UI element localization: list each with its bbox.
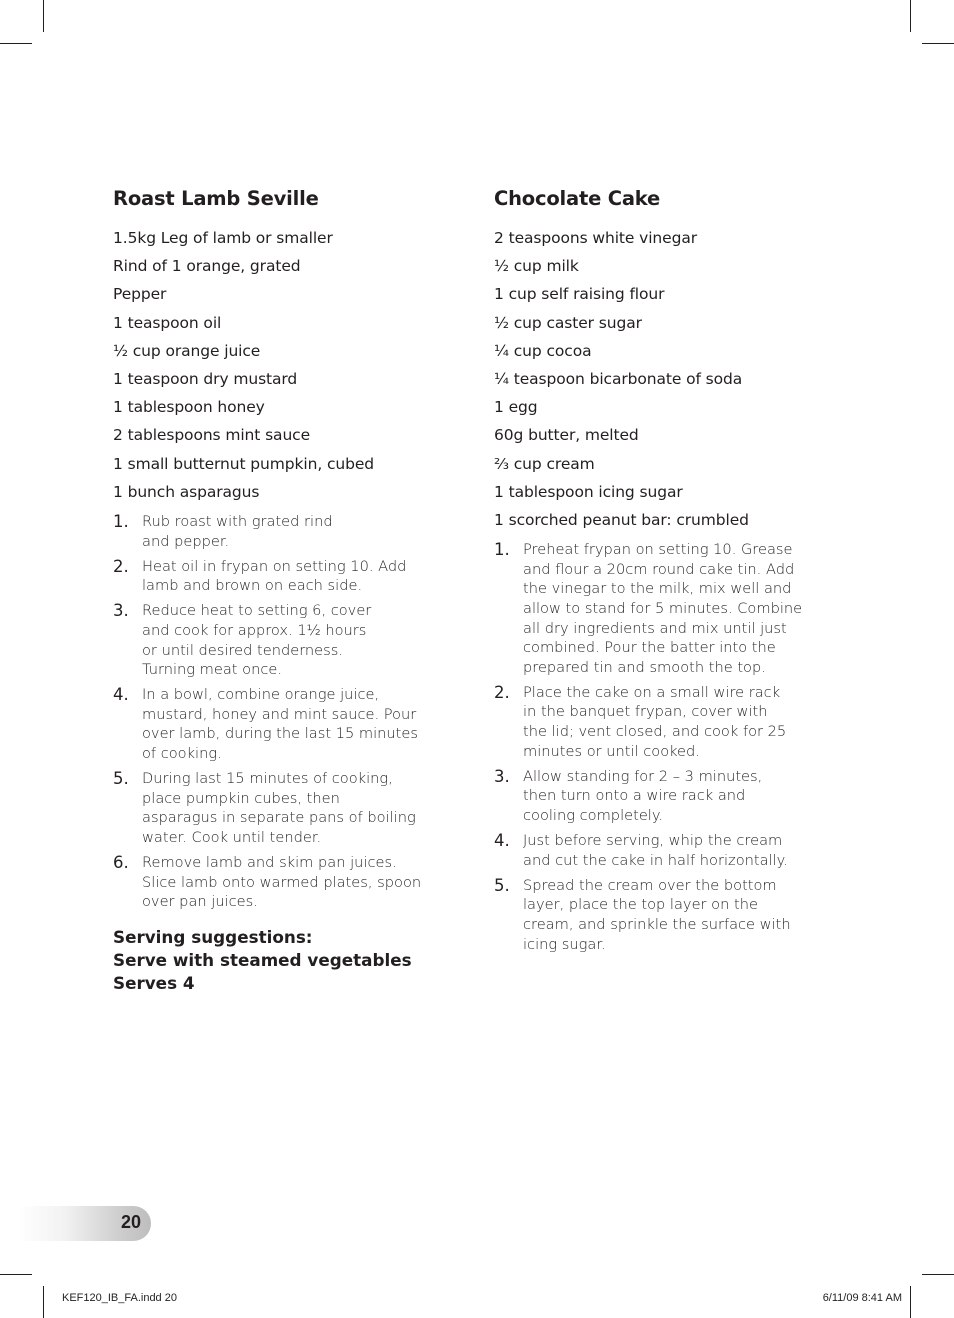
step-number: 6.: [113, 853, 129, 873]
method-step: [113, 685, 463, 763]
recipe-chocolate-cake: [494, 186, 839, 960]
method-steps: [113, 512, 463, 912]
step-number: 3.: [113, 601, 129, 621]
ingredient-item: ½ cup caster sugar: [494, 313, 642, 332]
method-steps: [494, 540, 839, 954]
method-step: [113, 512, 463, 551]
crop-mark-bl-v: [43, 1286, 44, 1318]
ingredient-item: 1 egg: [494, 398, 538, 417]
slug-filename: KEF120_IB_FA.indd 20: [62, 1292, 177, 1304]
step-text: Preheat frypan on setting 10. Grease and flour a 20cm round cake tin. Add the vinegar to the milk, mix well and allow to stand for 5 minutes. Combine all dry ingredients and mix until just combined. Pour the batter into the prepared tin and smooth the top.: [523, 541, 803, 676]
serving-heading: Serving suggestions:: [113, 926, 313, 947]
ingredient-item: 1 tablespoon honey: [113, 398, 265, 417]
step-text: In a bowl, combine orange juice, mustard, honey and mint sauce. Pour over lamb, during the last 15 minutes of cooking.: [142, 686, 418, 763]
method-step: [494, 876, 839, 954]
method-step: [113, 769, 463, 847]
ingredient-item: 1 teaspoon dry mustard: [113, 370, 298, 389]
ingredient-item: 60g butter, melted: [494, 426, 639, 445]
crop-mark-tl-h: [0, 43, 32, 44]
crop-mark-tr-h: [922, 43, 954, 44]
step-text: Heat oil in frypan on setting 10. Add lamb and brown on each side.: [142, 557, 407, 595]
ingredient-item: ¼ teaspoon bicarbonate of soda: [494, 370, 743, 389]
serving-notes: [113, 926, 463, 995]
ingredient-item: 1 small butternut pumpkin, cubed: [113, 454, 375, 473]
method-step: [113, 557, 463, 596]
step-number: 2.: [494, 682, 510, 702]
step-text: Allow standing for 2 – 3 minutes, then turn onto a wire rack and cooling completely.: [523, 767, 763, 824]
ingredient-item: 1 tablespoon icing sugar: [494, 482, 683, 501]
page-number: 20: [120, 1212, 141, 1232]
method-step: [494, 540, 839, 677]
method-step: [113, 853, 463, 912]
ingredient-item: 1 cup self raising flour: [494, 285, 665, 304]
ingredient-item: 2 tablespoons mint sauce: [113, 426, 311, 445]
serving-text: Serve with steamed vegetables: [113, 949, 412, 970]
step-text: Remove lamb and skim pan juices. Slice lamb onto warmed plates, spoon over pan juices.: [142, 854, 422, 911]
ingredient-item: 1.5kg Leg of lamb or smaller: [113, 229, 333, 247]
slug-timestamp: 6/11/09 8:41 AM: [822, 1292, 902, 1304]
method-step: [494, 831, 839, 870]
method-step: [494, 767, 839, 826]
recipe-roast-lamb-seville: [113, 186, 463, 995]
step-number: 4.: [494, 831, 510, 851]
recipe-title: Roast Lamb Seville: [113, 187, 319, 210]
step-number: 4.: [113, 685, 129, 705]
crop-mark-tr-v: [910, 0, 911, 32]
step-number: 1.: [113, 512, 129, 532]
ingredient-item: ½ cup milk: [494, 257, 579, 276]
step-text: Reduce heat to setting 6, cover and cook for approx. 1½ hours or until desired tenderness. Turning meat once.: [142, 602, 372, 679]
ingredient-item: Pepper: [113, 285, 167, 304]
ingredient-item: ½ cup orange juice: [113, 341, 261, 360]
step-text: During last 15 minutes of cooking, place pumpkin cubes, then asparagus in separate pans of boiling water. Cook until tender.: [142, 770, 416, 846]
ingredient-item: 1 teaspoon oil: [113, 313, 222, 332]
page-number-tab: [18, 1206, 151, 1241]
step-text: Just before serving, whip the cream and cut the cake in half horizontally.: [523, 832, 788, 869]
ingredient-item: ⅔ cup cream: [494, 454, 595, 473]
method-step: [113, 601, 463, 679]
ingredient-list: [113, 224, 463, 506]
step-number: 2.: [113, 556, 129, 576]
method-step: [494, 683, 839, 761]
ingredient-list: [494, 224, 839, 534]
ingredient-item: 2 teaspoons white vinegar: [494, 229, 698, 247]
ingredient-item: 1 scorched peanut bar: crumbled: [494, 511, 749, 530]
step-number: 1.: [494, 540, 510, 560]
crop-mark-br-v: [910, 1286, 911, 1318]
crop-mark-tl-v: [43, 0, 44, 32]
ingredient-item: ¼ cup cocoa: [494, 341, 592, 360]
step-number: 3.: [494, 766, 510, 786]
ingredient-item: Rind of 1 orange, grated: [113, 257, 301, 276]
crop-mark-bl-h: [0, 1274, 32, 1275]
recipe-title: Chocolate Cake: [494, 187, 661, 210]
serves-count: Serves 4: [113, 972, 195, 993]
step-number: 5.: [113, 769, 129, 789]
step-text: Spread the cream over the bottom layer, place the top layer on the cream, and sprinkle the surface with icing sugar.: [523, 876, 791, 953]
step-number: 5.: [494, 875, 510, 895]
step-text: Rub roast with grated rind and pepper.: [142, 513, 333, 550]
step-text: Place the cake on a small wire rack in the banquet frypan, cover with the lid; vent closed, and cook for 25 minutes or until cooked.: [523, 683, 787, 760]
crop-mark-br-h: [922, 1274, 954, 1275]
ingredient-item: 1 bunch asparagus: [113, 482, 260, 501]
